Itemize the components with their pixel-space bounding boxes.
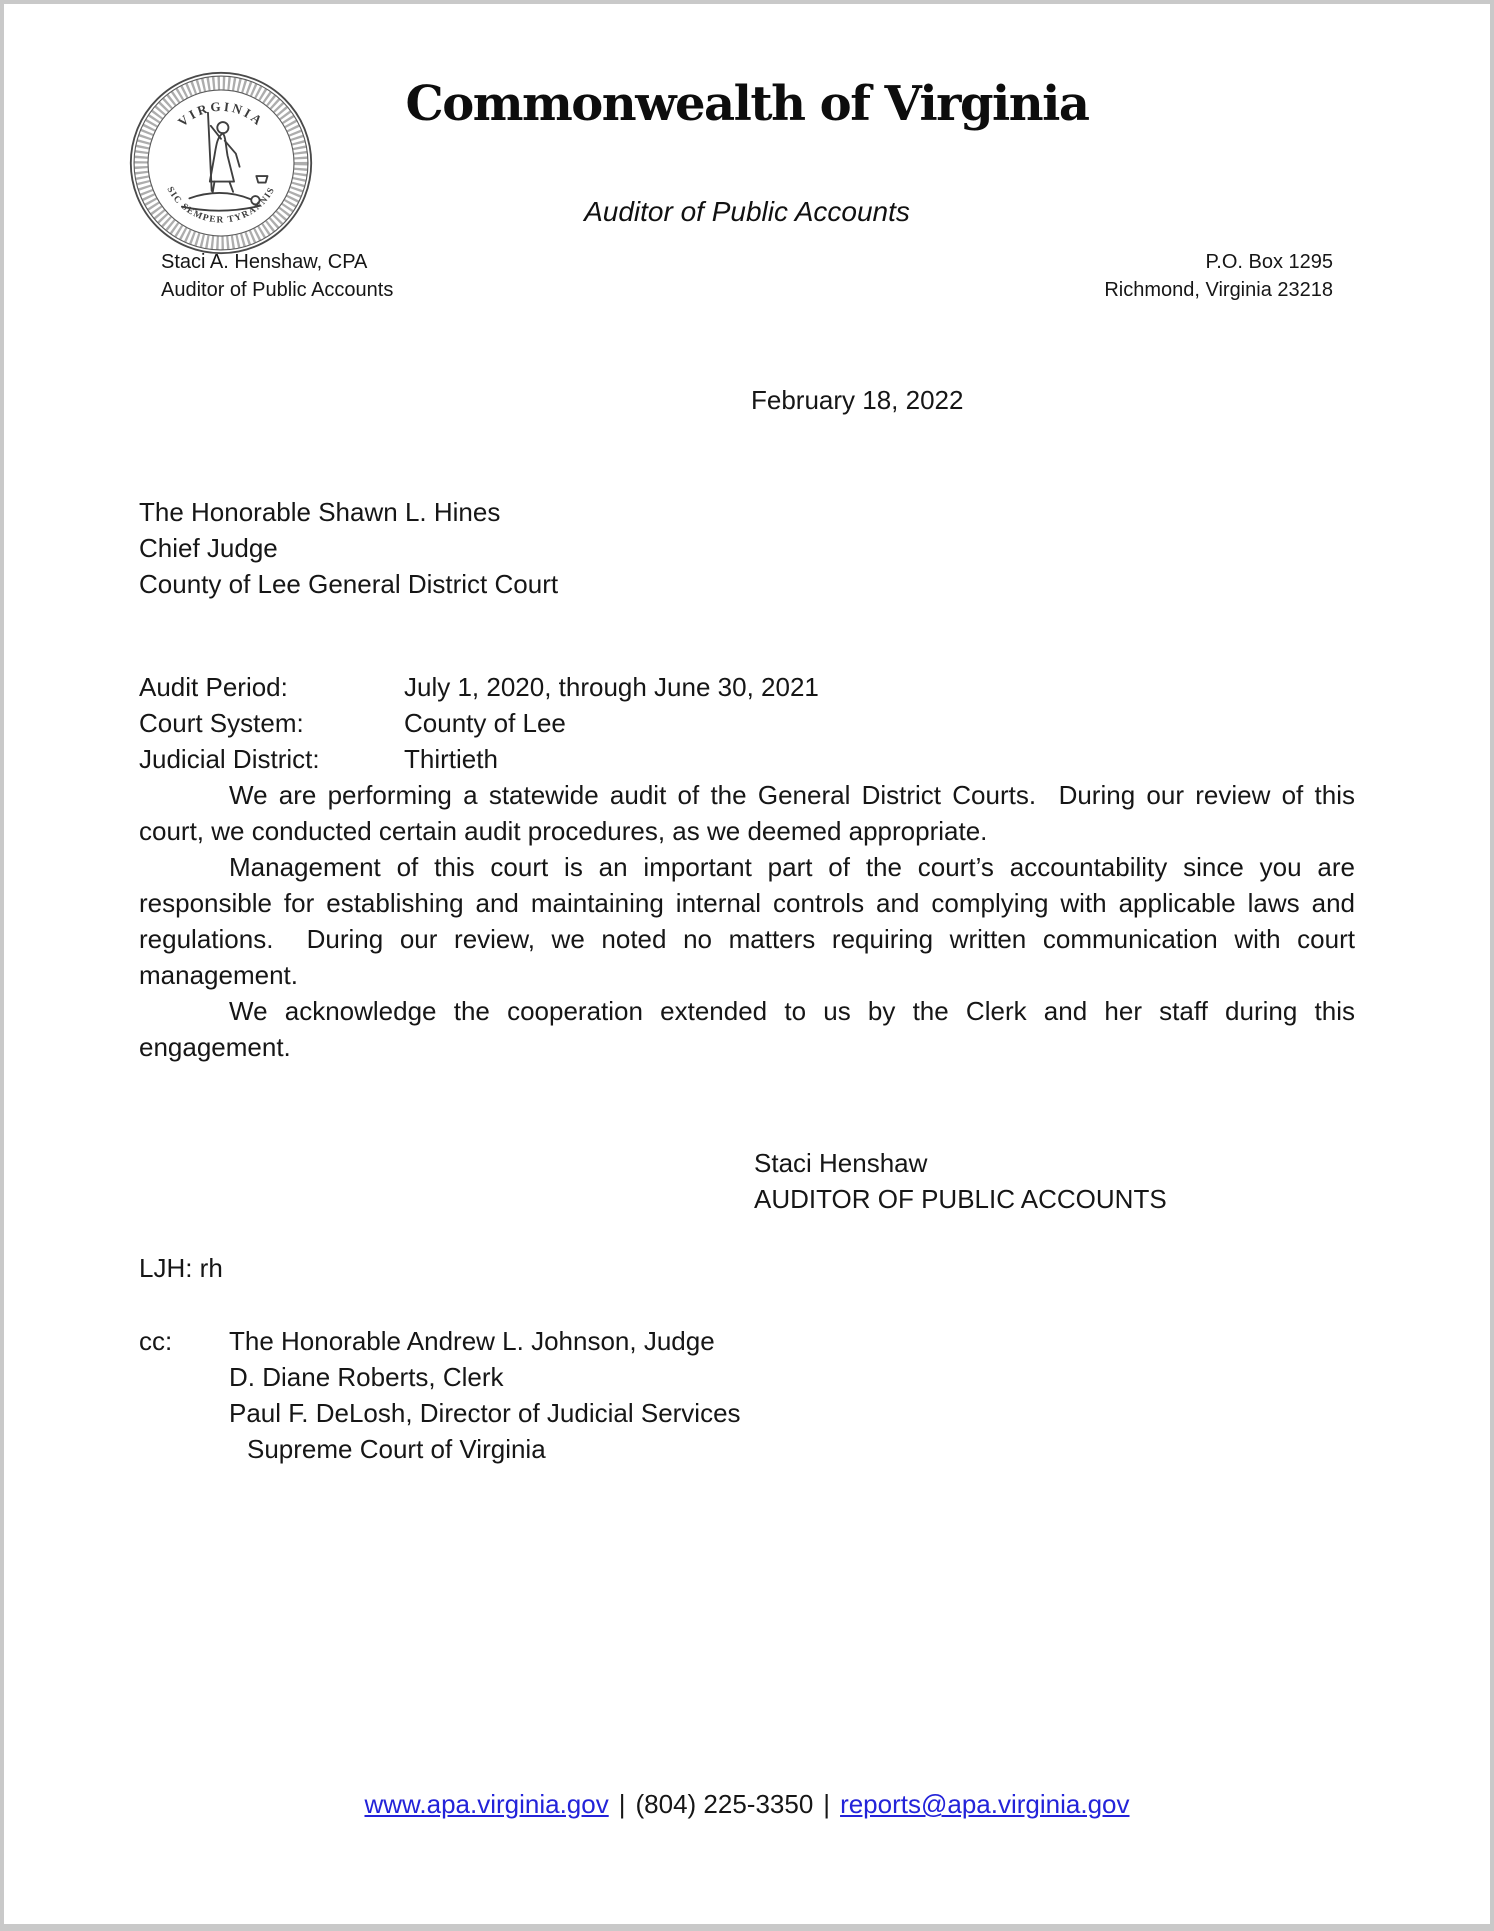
audit-period-label: Audit Period: [139,672,288,702]
letter-body [4,382,1490,1467]
footer-separator-2: | [823,1789,831,1819]
recipient-name: The Honorable Shawn L. Hines [139,497,501,527]
reference-initials: LJH: rh [139,1253,223,1283]
signature-name: Staci Henshaw [754,1148,928,1178]
judicial-district-label: Judicial District: [139,744,320,774]
court-system-row [139,705,1355,741]
recipient-block [139,494,1355,602]
letterhead [4,4,1490,334]
paragraph-acknowledgement: We acknowledge the cooperation extended to us by the Clerk and her staff during this engagement. [139,996,1363,1062]
seal-top-text: VIRGINIA [174,98,268,130]
letterhead-subtitle: Auditor of Public Accounts [584,196,910,227]
cc-name-supreme-court: Supreme Court of Virginia [247,1434,546,1464]
signature-block [139,1145,1355,1217]
office-address-block [1104,248,1333,304]
footer-phone: (804) 225-3350 [635,1789,814,1819]
letter-date: February 18, 2022 [751,385,964,415]
seal-bottom-text: SIC SEMPER TYRANNIS [164,185,278,226]
address-city: Richmond, Virginia 23218 [1104,279,1333,301]
cc-name-clerk: D. Diane Roberts, Clerk [229,1362,504,1392]
paragraph-audit-statement: We are performing a statewide audit of the General District Courts. During our review of this court, we conducted certain audit procedures, as we deemed appropriate. [139,780,1363,846]
court-system-value: County of Lee [404,708,566,738]
letter-footer [4,1789,1490,1820]
email-link[interactable]: reports@apa.virginia.gov [840,1789,1130,1819]
judicial-district-value: Thirtieth [404,744,498,774]
judicial-district-row [139,741,1355,777]
cc-name-judge: The Honorable Andrew L. Johnson, Judge [229,1326,715,1356]
auditor-title: Auditor of Public Accounts [161,279,394,301]
audit-period-value: July 1, 2020, through June 30, 2021 [404,672,819,702]
recipient-court: County of Lee General District Court [139,569,559,599]
letterhead-title: Commonwealth of Virginia [405,76,1089,132]
paragraph-management: Management of this court is an important part of the court’s accountability since you are responsible for establishing and maintaining internal controls and complying with applicable laws and regulations. During our review, we noted no matters requiring written communication with court management. [139,852,1363,990]
cc-name-director: Paul F. DeLosh, Director of Judicial Services [229,1398,741,1428]
footer-separator-1: | [618,1789,626,1819]
audit-info-block [139,669,1355,777]
website-link[interactable]: www.apa.virginia.gov [364,1789,609,1819]
court-system-label: Court System: [139,708,304,738]
auditor-contact-block [161,248,393,304]
audit-period-row [139,669,1355,705]
cc-names [229,1323,741,1467]
cc-label: cc: [139,1326,173,1356]
recipient-title: Chief Judge [139,533,278,563]
signature-title: AUDITOR OF PUBLIC ACCOUNTS [754,1184,1167,1214]
cc-block [139,1323,1355,1467]
address-po-box: P.O. Box 1295 [1205,251,1333,273]
auditor-name: Staci A. Henshaw, CPA [161,251,368,273]
